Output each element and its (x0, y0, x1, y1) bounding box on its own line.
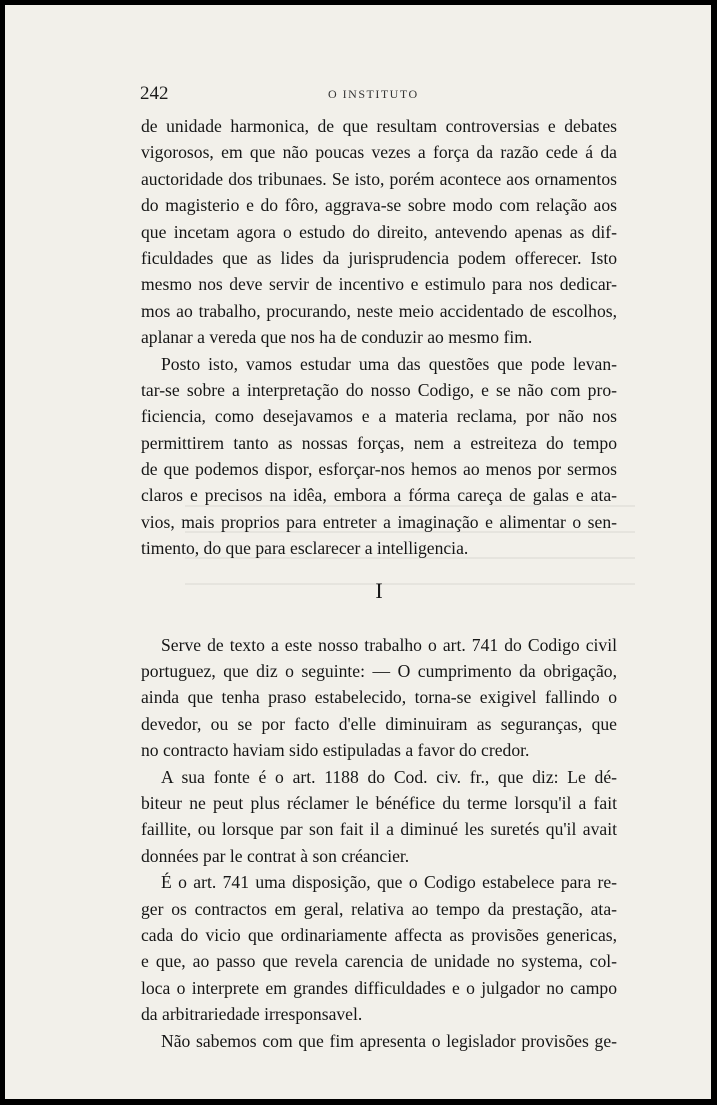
text-line: portuguez, que diz o seguinte: — O cumprimento da obrigação, (141, 661, 617, 682)
text-line: loca o interprete em grandes difficuldades e o julgador no campo (141, 977, 617, 998)
text-line: mos ao trabalho, procurando, neste meio accidentado de escolhos, (141, 300, 617, 321)
text-line: e que, ao passo que revela carencia de unidade no systema, col- (141, 951, 617, 972)
body-text (141, 113, 617, 1054)
text-line: claros e precisos na idêa, embora a fórma careça de galas e ata- (141, 485, 617, 506)
text-line: É o art. 741 uma disposição, que o Codigo estabelece para re- (161, 872, 617, 893)
text-line: A sua fonte é o art. 1188 do Cod. civ. fr., que diz: Le dé- (161, 766, 617, 787)
text-line: vios, mais proprios para entreter a imaginação e alimentar o sen- (141, 511, 617, 532)
text-line: da arbitrariedade irresponsavel. (141, 1004, 363, 1025)
text-line: vigorosos, em que não poucas vezes a força da razão cede á da (141, 142, 617, 163)
text-line: aplanar a vereda que nos ha de conduzir ao mesmo fim. (141, 327, 533, 348)
text-line: Posto isto, vamos estudar uma das questões que pode levan- (161, 353, 617, 374)
text-line: biteur ne peut plus réclamer le bénéfice du terme lorsqu'il a fait (141, 792, 617, 813)
text-line: auctoridade dos tribunaes. Se isto, porém acontece aos ornamentos (141, 168, 617, 189)
text-line: Não sabemos com que fim apresenta o legislador provisões ge- (161, 1030, 617, 1051)
text-line: do magisterio e do fôro, aggrava-se sobre modo com relação aos (141, 195, 617, 216)
text-line: no contracto haviam sido estipuladas a favor do credor. (141, 740, 530, 761)
section-heading: I (375, 577, 383, 603)
text-line: que incetam agora o estudo do direito, antevendo apenas as dif- (141, 221, 617, 242)
text-line: mesmo nos deve servir de incentivo e estimulo para nos dedicar- (141, 274, 617, 295)
text-line: ficiencia, como desejavamos e a materia reclama, por não nos (141, 406, 617, 427)
text-line: timento, do que para esclarecer a intelligencia. (141, 538, 469, 559)
running-title: O INSTITUTO (328, 87, 419, 101)
text-line: données par le contrat à son créancier. (141, 845, 410, 866)
text-line: ger os contractos em geral, relativa ao tempo da prestação, ata- (141, 898, 617, 919)
text-line: tar-se sobre a interpretação do nosso Codigo, e se não com pro- (141, 379, 617, 400)
text-line: devedor, ou se por facto d'elle diminuiram as seguranças, que (141, 713, 617, 734)
text-line: cada do vicio que ordinariamente affecta as provisões genericas, (141, 924, 617, 945)
text-line: ficuldades que as lides da jurisprudencia podem offerecer. Isto (141, 247, 617, 268)
text-line: de que podemos dispor, esforçar-nos hemos ao menos por sermos (141, 459, 617, 480)
text-line: faillite, ou lorsque par son fait il a diminué les suretés qu'il avait (141, 819, 617, 840)
page-number: 242 (140, 83, 169, 104)
text-line: permittirem tanto as nossas forças, nem a estreiteza do tempo (141, 432, 617, 453)
text-line: ainda que tenha praso estabelecido, torna-se exigivel fallindo o (141, 687, 617, 708)
page-header (138, 83, 608, 107)
book-page (5, 5, 711, 1099)
text-line: de unidade harmonica, de que resultam controversias e debates (141, 116, 617, 136)
text-line: Serve de texto a este nosso trabalho o art. 741 do Codigo civil (161, 634, 617, 655)
